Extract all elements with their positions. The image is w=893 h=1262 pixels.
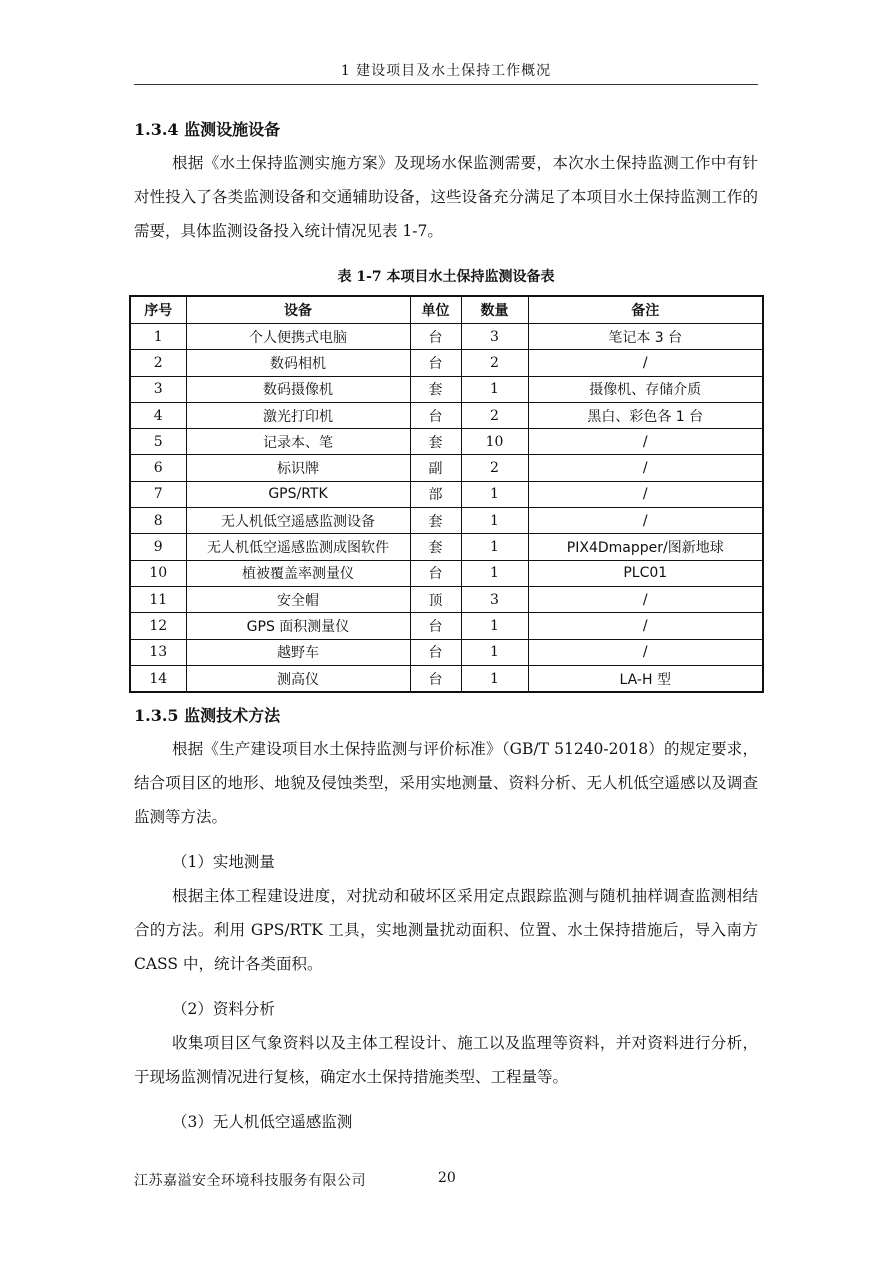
cell-equipment: 标识牌: [186, 455, 410, 481]
col-header-remark: 备注: [528, 296, 763, 324]
table-row: [130, 534, 763, 560]
cell-index: 10: [130, 560, 186, 586]
section-paragraph-2: 根据《生产建设项目水土保持监测与评价标准》（GB/T 51240-2018）的规定要求，结合项目区的地形、地貌及侵蚀类型，采用实地测量、资料分析、无人机低空遥感以及调查监测等方法。: [134, 740, 758, 826]
cell-equipment: 数码摄像机: [186, 376, 410, 402]
col-header-index: 序号: [130, 296, 186, 324]
cell-remark: /: [528, 350, 763, 376]
table-row: [130, 586, 763, 612]
cell-remark: LA-H 型: [528, 665, 763, 692]
table-row: [130, 665, 763, 692]
cell-unit: 套: [410, 534, 461, 560]
cell-index: 9: [130, 534, 186, 560]
cell-remark: /: [528, 429, 763, 455]
page-header: 1 建设项目及水土保持工作概况: [340, 63, 552, 79]
cell-equipment: 测高仪: [186, 665, 410, 692]
cell-unit: 套: [410, 508, 461, 534]
cell-remark: /: [528, 613, 763, 639]
cell-equipment: 激光打印机: [186, 402, 410, 428]
cell-remark: 笔记本 3 台: [528, 324, 763, 350]
list-item-uav-remote-sensing: （3）无人机低空遥感监测: [172, 1113, 353, 1131]
table-caption: 表 1-7 本项目水土保持监测设备表: [337, 269, 555, 285]
table-row: [130, 429, 763, 455]
cell-equipment: GPS/RTK: [186, 481, 410, 507]
cell-unit: 台: [410, 560, 461, 586]
cell-quantity: 3: [461, 586, 528, 612]
cell-index: 8: [130, 508, 186, 534]
cell-quantity: 1: [461, 639, 528, 665]
col-header-equipment: 设备: [186, 296, 410, 324]
cell-index: 5: [130, 429, 186, 455]
cell-quantity: 10: [461, 429, 528, 455]
page-number: 20: [438, 1170, 456, 1186]
cell-quantity: 3: [461, 324, 528, 350]
table-header-row: [130, 296, 763, 324]
cell-quantity: 1: [461, 481, 528, 507]
cell-equipment: 个人便携式电脑: [186, 324, 410, 350]
cell-equipment: 安全帽: [186, 586, 410, 612]
cell-unit: 台: [410, 324, 461, 350]
cell-remark: /: [528, 481, 763, 507]
section-heading-1-3-5: 1.3.5 监测技术方法: [134, 706, 281, 725]
cell-index: 4: [130, 402, 186, 428]
cell-equipment: 数码相机: [186, 350, 410, 376]
cell-index: 12: [130, 613, 186, 639]
cell-unit: 台: [410, 350, 461, 376]
cell-quantity: 1: [461, 613, 528, 639]
table-row: [130, 613, 763, 639]
section-paragraph-1: 根据《水土保持监测实施方案》及现场水保监测需要，本次水土保持监测工作中有针对性投入了各类监测设备和交通辅助设备，这些设备充分满足了本项目水土保持监测工作的需要，具体监测设备投入统计情况见表 1-7。: [134, 154, 758, 240]
cell-remark: /: [528, 508, 763, 534]
equipment-table: [129, 295, 764, 693]
table-row: [130, 350, 763, 376]
cell-index: 1: [130, 324, 186, 350]
cell-unit: 副: [410, 455, 461, 481]
cell-unit: 套: [410, 376, 461, 402]
cell-index: 11: [130, 586, 186, 612]
cell-unit: 顶: [410, 586, 461, 612]
cell-index: 3: [130, 376, 186, 402]
table-row: [130, 376, 763, 402]
cell-remark: /: [528, 639, 763, 665]
cell-remark: PLC01: [528, 560, 763, 586]
cell-remark: /: [528, 455, 763, 481]
cell-unit: 台: [410, 665, 461, 692]
table-row: [130, 481, 763, 507]
footer-company: 江苏嘉溢安全环境科技服务有限公司: [134, 1173, 366, 1189]
cell-equipment: 植被覆盖率测量仪: [186, 560, 410, 586]
cell-equipment: 越野车: [186, 639, 410, 665]
table-row: [130, 560, 763, 586]
field-survey-paragraph: 根据主体工程建设进度，对扰动和破坏区采用定点跟踪监测与随机抽样调查监测相结合的方法。利用 GPS/RTK 工具，实地测量扰动面积、位置、水土保持措施后，导入南方 CASS 中，统计各类面积。: [134, 887, 758, 973]
cell-quantity: 2: [461, 455, 528, 481]
cell-unit: 台: [410, 639, 461, 665]
col-header-unit: 单位: [410, 296, 461, 324]
cell-quantity: 2: [461, 402, 528, 428]
col-header-quantity: 数量: [461, 296, 528, 324]
cell-index: 7: [130, 481, 186, 507]
cell-index: 6: [130, 455, 186, 481]
data-analysis-paragraph: 收集项目区气象资料以及主体工程设计、施工以及监理等资料，并对资料进行分析，于现场监测情况进行复核，确定水土保持措施类型、工程量等。: [134, 1034, 758, 1086]
table-row: [130, 324, 763, 350]
cell-quantity: 1: [461, 376, 528, 402]
cell-unit: 套: [410, 429, 461, 455]
cell-index: 2: [130, 350, 186, 376]
table-row: [130, 639, 763, 665]
cell-quantity: 2: [461, 350, 528, 376]
cell-unit: 部: [410, 481, 461, 507]
cell-equipment: 无人机低空遥感监测设备: [186, 508, 410, 534]
cell-quantity: 1: [461, 534, 528, 560]
cell-equipment: GPS 面积测量仪: [186, 613, 410, 639]
table-row: [130, 455, 763, 481]
cell-index: 13: [130, 639, 186, 665]
cell-remark: 摄像机、存储介质: [528, 376, 763, 402]
cell-quantity: 1: [461, 665, 528, 692]
table-row: [130, 402, 763, 428]
list-item-field-survey: （1）实地测量: [172, 853, 275, 871]
cell-equipment: 无人机低空遥感监测成图软件: [186, 534, 410, 560]
cell-index: 14: [130, 665, 186, 692]
cell-remark: 黑白、彩色各 1 台: [528, 402, 763, 428]
section-heading-1-3-4: 1.3.4 监测设施设备: [134, 120, 281, 139]
cell-equipment: 记录本、笔: [186, 429, 410, 455]
cell-remark: /: [528, 586, 763, 612]
cell-unit: 台: [410, 613, 461, 639]
table-row: [130, 508, 763, 534]
header-rule: [134, 84, 758, 85]
cell-unit: 台: [410, 402, 461, 428]
list-item-data-analysis: （2）资料分析: [172, 1000, 275, 1018]
cell-quantity: 1: [461, 560, 528, 586]
cell-quantity: 1: [461, 508, 528, 534]
cell-remark: PIX4Dmapper/图新地球: [528, 534, 763, 560]
